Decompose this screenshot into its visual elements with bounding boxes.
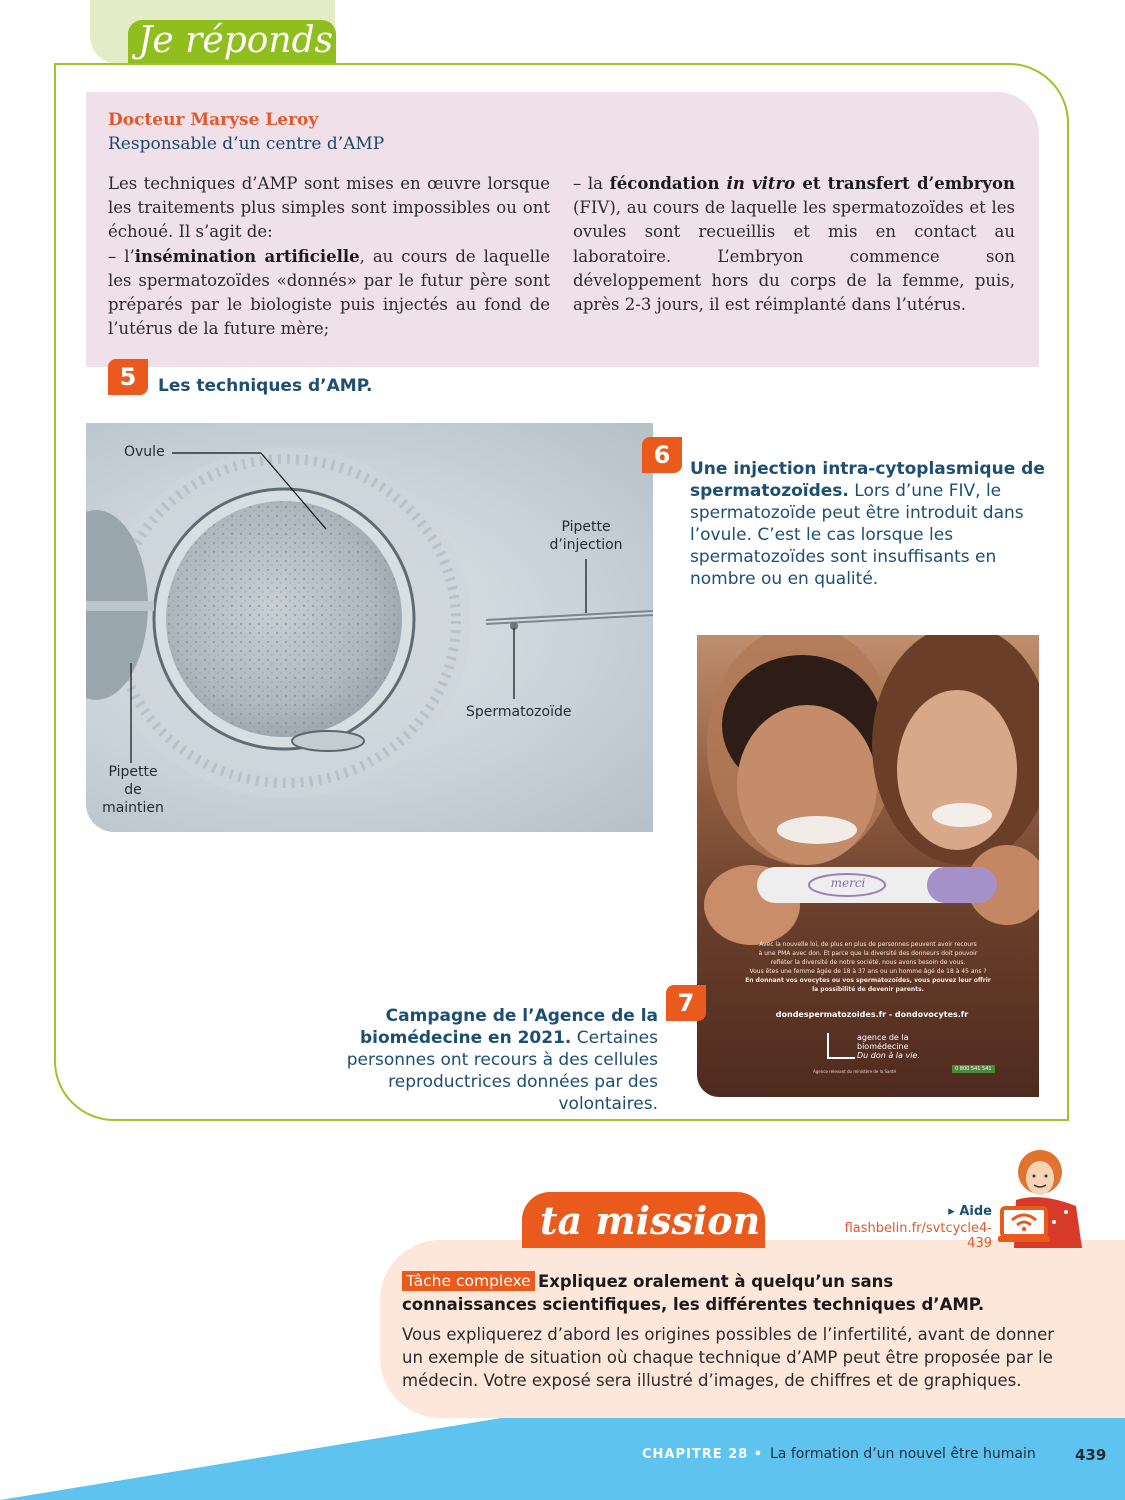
help-label: ▸ Aide bbox=[948, 1204, 992, 1219]
section-title: Je réponds bbox=[138, 20, 334, 61]
couple-photo-illustration bbox=[697, 635, 1039, 1097]
task-body: Vous expliquerez d’abord les origines possibles de l’infertilité, avant de donner un exemple de situation où chaque technique d’AMP peut être proposée par le médecin. Votre exposé sera illustré d’images, de chiffres et de graphiques. bbox=[402, 1325, 1055, 1390]
doc-caption: Les techniques d’AMP. bbox=[158, 376, 373, 396]
task-heading: Expliquez oralement à quelqu’un sans connaissances scientifiques, les différentes techniques d’AMP. bbox=[402, 1272, 985, 1314]
page-number: 439 bbox=[1075, 1446, 1107, 1464]
agency-logo-icon bbox=[827, 1033, 855, 1059]
icsi-microscope-photo bbox=[86, 423, 653, 832]
label-spermatozoon: Spermatozoïde bbox=[466, 704, 572, 720]
label-injection-pipette: Pipette d’injection bbox=[549, 519, 623, 553]
quote-item-insemination: – l’insémination artificielle, au cours de laquelle les spermatozoïdes «donnés» par le futur père sont préparés par le biologiste puis injectés au fond de l’utérus de la future mère; bbox=[108, 246, 550, 339]
quote-item-fiv: – la fécondation in vitro et transfert d’embryon (FIV), au cours de laquelle les spermatozoïdes et les ovules sont recueillis et mis en contact au laboratoire. L’embryon commence son développement hors du corps de la femme, puis, après 2-3 jours, il est réimplanté dans l’utérus. bbox=[573, 174, 1016, 315]
task-tag: Tâche complexe bbox=[402, 1271, 535, 1291]
help-link[interactable]: flashbelin.fr/svtcycle4-439 bbox=[844, 1221, 992, 1251]
quote-intro: Les techniques d’AMP sont mises en œuvre lorsque les traitements plus simples sont impossibles ou ont échoué. Il s’agit de: bbox=[108, 174, 550, 242]
quote-left-column bbox=[108, 172, 550, 341]
poster-phone: 0 800 541 541 bbox=[952, 1065, 995, 1073]
doc-number-badge: 7 bbox=[666, 985, 706, 1021]
doc-number-badge: 5 bbox=[108, 359, 148, 395]
wifi-laptop-icon bbox=[998, 1206, 1050, 1246]
quote-right-column bbox=[573, 172, 1015, 317]
poster-urls: dondespermatozoides.fr - dondovocytes.fr bbox=[775, 1010, 969, 1019]
doc6-caption: Une injection intra-cytoplasmique de spermatozoïdes. Lors d’une FIV, le spermatozoïde peut être introduit dans l’ovule. C’est le cas lorsque les spermatozoïdes sont insuffisants en nombre ou en qualité. bbox=[690, 459, 1045, 589]
doc7-caption: Campagne de l’Agence de la biomédecine en 2021. Certaines personnes ont recours à des cellules reproductrices données par des volontaires. bbox=[346, 1006, 658, 1114]
agency-small-text: Agence relevant du ministère de la Santé bbox=[813, 1069, 897, 1074]
quote-author-role: Responsable d’un centre d’AMP bbox=[108, 134, 385, 154]
campaign-poster bbox=[697, 635, 1039, 1097]
footer-chapter: CHAPITRE 28 • bbox=[642, 1447, 764, 1462]
agency-name: agence de la biomédecine Du don à la vie. bbox=[857, 1033, 920, 1060]
doc-number-badge: 6 bbox=[642, 437, 682, 473]
quote-author-name: Docteur Maryse Leroy bbox=[108, 110, 319, 130]
footer-chapter-title: La formation d’un nouvel être humain bbox=[770, 1446, 1036, 1462]
poster-text: Avec la nouvelle loi, de plus en plus de personnes peuvent avoir recours à une PMA avec don. Et parce que la diversité des donneurs doit pouvoir refléter la diversité de notre société, nous avons besoin de vous. Vous êtes une femme âgée de 18 à 37 ans ou un homme âgé de 18 à 45 ans ? En donnant vos ovocytes ou vos spermatozoïdes, vous pouvez leur offrir la possibilité de devenir parents. bbox=[745, 941, 991, 993]
test-word: merci bbox=[830, 876, 866, 890]
label-holding-pipette: Pipette de maintien bbox=[102, 764, 164, 816]
mission-title: ta mission bbox=[540, 1198, 761, 1243]
label-ovule: Ovule bbox=[124, 444, 165, 460]
